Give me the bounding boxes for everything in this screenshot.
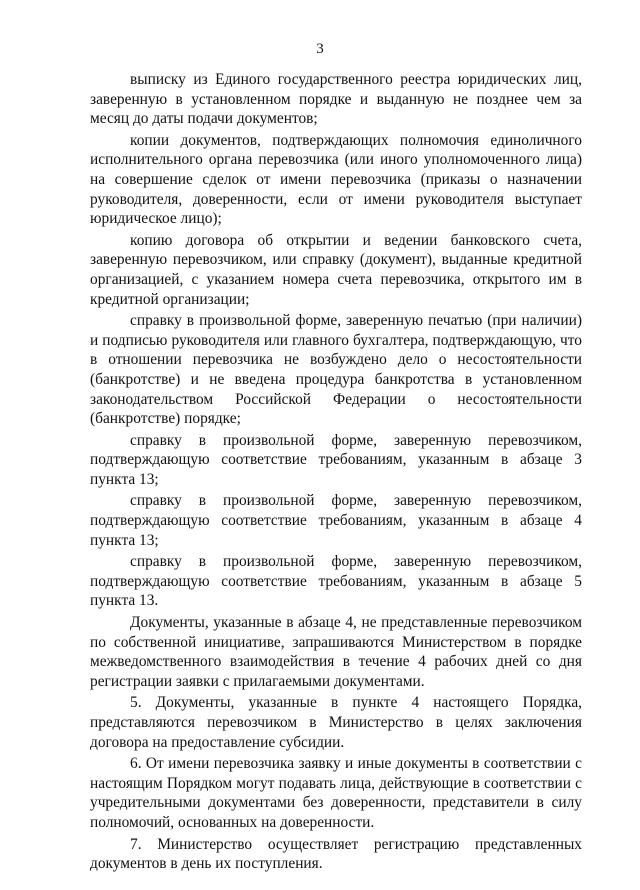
paragraph-certificate-clause-4: справку в произвольной форме, заверенную перевозчиком, подтверждающую соответствие требованиям, указанным в абзаце 4 пункта 13;	[90, 492, 582, 549]
paragraph-egrul-extract: выписку из Единого государственного реестра юридических лиц, заверенную в установленном порядке и выданную не позднее чем за месяц до даты подачи документов;	[90, 71, 582, 128]
paragraph-bankruptcy-certificate: справку в произвольной форме, заверенную печатью (при наличии) и подписью руководителя или главного бухгалтера, подтверждающую, что в отношении перевозчика не возбуждено дело о несостоятельности (банкротстве) и не введена процедура банкротства в установленном законодательством Российской Федерации о несостоятельности (банкротстве) порядке;	[90, 312, 582, 428]
paragraph-section-5: 5. Документы, указанные в пункте 4 настоящего Порядка, представляются перевозчиком в Министерство в целях заключения договора на предоставление субсидии.	[90, 694, 582, 751]
paragraph-certificate-clause-5: справку в произвольной форме, заверенную перевозчиком, подтверждающую соответствие требованиям, указанным в абзаце 5 пункта 13.	[90, 553, 582, 610]
paragraph-authority-documents: копии документов, подтверждающих полномочия единоличного исполнительного органа перевозчика (или иного уполномоченного лица) на совершение сделок от имени перевозчика (приказы о назначении руководителя, доверенности, если от имени руководителя выступает юридическое лицо);	[90, 131, 582, 228]
paragraph-bank-account: копию договора об открытии и ведении банковского счета, заверенную перевозчиком, или справку (документ), выданные кредитной организацией, с указанием номера счета перевозчика, открытого им в кредитной организации;	[90, 231, 582, 308]
page-number: 3	[316, 41, 324, 57]
paragraph-interagency-request: Документы, указанные в абзаце 4, не представленные перевозчиком по собственной инициативе, запрашиваются Министерством в порядке межведомственного взаимодействия в течение 4 рабочих дней со дня регистрации заявки с прилагаемыми документами.	[90, 614, 582, 690]
paragraph-certificate-clause-3: справку в произвольной форме, заверенную перевозчиком, подтверждающую соответствие требованиям, указанным в абзаце 3 пункта 13;	[90, 431, 582, 488]
paragraph-section-6: 6. От имени перевозчика заявку и иные документы в соответствии с настоящим Порядком могут подавать лица, действующие в соответствии с учредительными документами без доверенности, представители в силу полномочий, основанных на доверенности.	[90, 755, 582, 831]
paragraph-section-7: 7. Министерство осуществляет регистрацию представленных документов в день их поступления.	[90, 835, 582, 873]
document-body	[90, 70, 582, 874]
